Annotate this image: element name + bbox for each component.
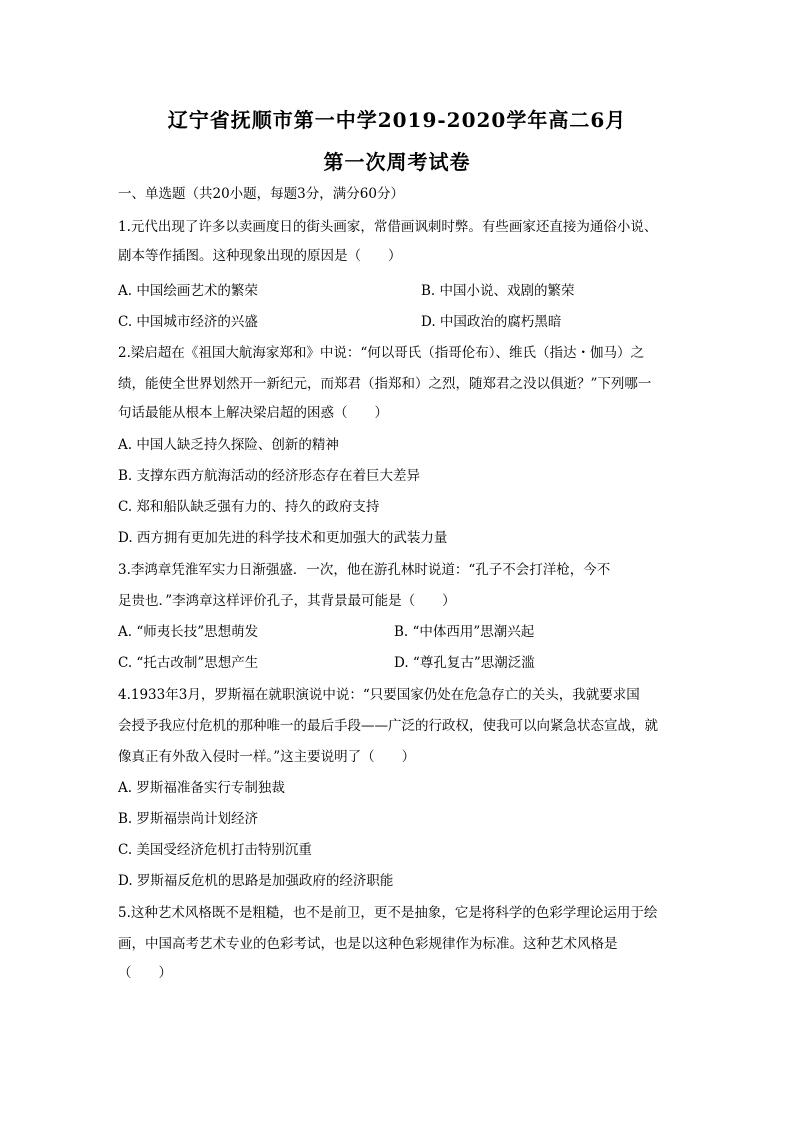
question-1-option-b: B. 中国小说、戏剧的繁荣 (421, 283, 575, 299)
exam-title-line2: 第一次周考试卷 (323, 150, 471, 174)
question-4-option-a: A. 罗斯福准备实行专制独裁 (118, 780, 285, 796)
question-2-option-c: C. 郑和船队缺乏强有力的、持久的政府支持 (118, 499, 380, 515)
question-5-text: 画，中国高考艺术专业的色彩考试，也是以这种色彩规律作为标准。这种艺术风格是 (118, 936, 618, 952)
section-heading: 一、单选题（共20小题，每题3分，满分60分） (118, 186, 404, 202)
question-1-option-c: C. 中国城市经济的兴盛 (118, 314, 258, 330)
question-3-text: 3.李鸿章凭淮军实力日渐强盛．一次，他在游孔林时说道：“孔子不会打洋枪，今不 (118, 562, 611, 578)
question-1-option-d: D. 中国政治的腐朽黑暗 (421, 314, 562, 330)
question-3-option-a: A. “师夷长技”思想萌发 (118, 624, 259, 640)
question-3-option-c: C. “托古改制”思想产生 (118, 655, 259, 671)
question-5-text: 5.这种艺术风格既不是粗糙，也不是前卫，更不是抽象，它是将科学的色彩学理论运用于绘 (118, 905, 658, 921)
question-1-text: 剧本等作插图。这种现象出现的原因是（ ） (118, 248, 402, 264)
question-3-option-b: B. “中体西用”思潮兴起 (394, 624, 535, 640)
question-2-option-d: D. 西方拥有更加先进的科学技术和更加强大的武装力量 (118, 530, 448, 546)
question-4-text: 4.1933年3月，罗斯福在就职演说中说：“只要国家仍处在危急存亡的关头，我就要求国 (118, 687, 640, 703)
question-5-text: （ ） (118, 965, 172, 981)
question-4-text: 会授予我应付危机的那种唯一的最后手段——广泛的行政权，使我可以向紧急状态宣战，就 (118, 718, 658, 734)
question-4-text: 像真正有外敌入侵时一样。”这主要说明了（ ） (118, 749, 416, 765)
question-2-option-a: A. 中国人缺乏持久探险、创新的精神 (118, 437, 339, 453)
question-2-text: 2.梁启超在《祖国大航海家郑和》中说：“何以哥氏（指哥伦布）、维氏（指达・伽马）之 (118, 345, 645, 361)
exam-title-line1: 辽宁省抚顺市第一中学2019-2020学年高二6月 (167, 108, 627, 132)
question-2-text: 句话最能从根本上解决梁启超的困惑（ ） (118, 405, 388, 421)
question-3-option-d: D. “尊孔复古”思潮泛滥 (394, 655, 535, 671)
question-2-option-b: B. 支撑东西方航海活动的经济形态存在着巨大差异 (118, 468, 421, 484)
question-1-option-a: A. 中国绘画艺术的繁荣 (118, 283, 258, 299)
question-4-option-c: C. 美国受经济危机打击特别沉重 (118, 842, 312, 858)
question-1-text: 1.元代出现了许多以卖画度日的街头画家，常借画讽刺时弊。有些画家还直接为通俗小说、 (118, 219, 658, 235)
question-2-text: 绩，能使全世界划然开一新纪元，而郑君（指郑和）之烈，随郑君之没以俱逝？”下列哪一 (118, 376, 652, 392)
question-4-option-d: D. 罗斯福反危机的思路是加强政府的经济职能 (118, 873, 394, 889)
question-4-option-b: B. 罗斯福崇尚计划经济 (118, 811, 259, 827)
question-3-text: 足贵也．”李鸿章这样评价孔子，其背景最可能是（ ） (118, 593, 456, 609)
